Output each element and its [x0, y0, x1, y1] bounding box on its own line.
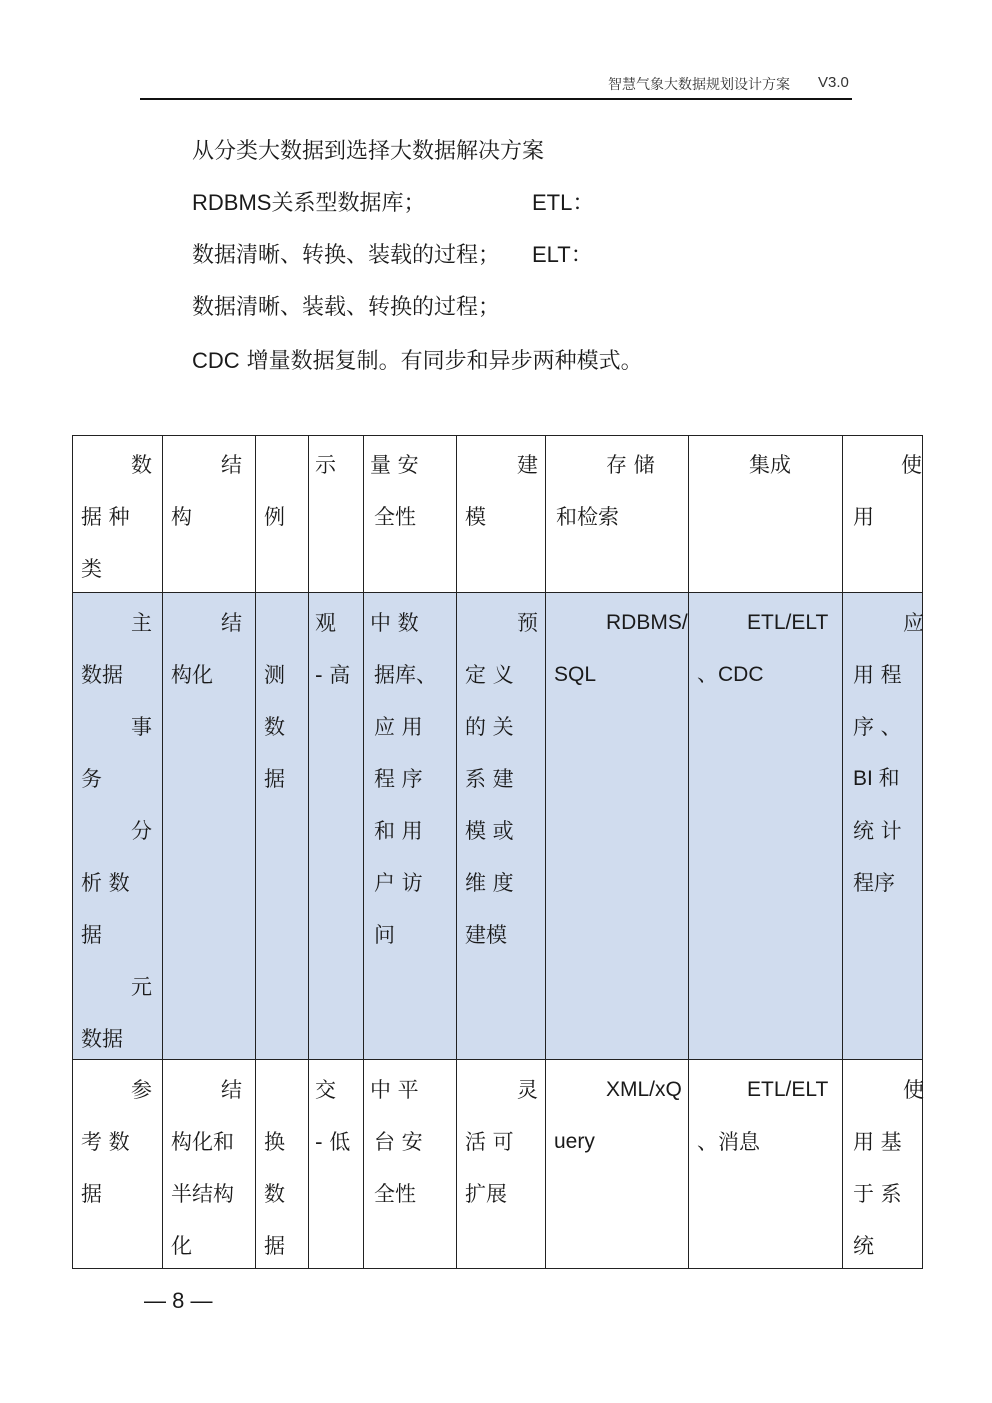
paragraph-2: [192, 186, 425, 217]
cell-line: 结: [221, 611, 242, 635]
header-line: 类: [81, 557, 102, 581]
cell-line: 务: [81, 767, 102, 791]
cell-line: 全性: [374, 1182, 416, 1206]
cell-line: 应: [903, 611, 924, 635]
cell-line: 问: [374, 923, 395, 947]
cell-line: 元: [131, 975, 152, 999]
header-cell-example: [256, 436, 309, 593]
cell-line: 数据: [81, 663, 123, 687]
cell-line: 使: [903, 1078, 924, 1102]
header-version: V3.0: [818, 74, 849, 91]
cell-storage: [546, 593, 689, 1060]
cell-security: [364, 593, 457, 1060]
cell-line: 统 计: [853, 819, 902, 843]
paragraph-4: 数据清晰、装载、转换的过程；: [192, 295, 501, 320]
cell-category: [73, 593, 163, 1060]
header-line: 用: [853, 505, 874, 529]
header-line: 据 种: [81, 505, 130, 529]
rdbms-term: RDBMS: [192, 190, 272, 215]
data-classification-table: [72, 435, 923, 1269]
header-line: 构: [171, 505, 192, 529]
header-line: 模: [465, 505, 486, 529]
cell-line: 考 数: [81, 1130, 130, 1154]
cell-line: 据: [264, 1234, 285, 1258]
paragraph-1: 从分类大数据到选择大数据解决方案: [192, 139, 545, 164]
rdbms-desc: 关系型数据库；: [271, 191, 426, 216]
header-cell-usage: [843, 436, 923, 593]
page-number: — 8 —: [144, 1288, 213, 1313]
cell-line: BI 和: [853, 767, 900, 790]
cell-structure: [163, 1060, 256, 1269]
cell-line: XML/xQ: [606, 1078, 682, 1101]
cell-line: 序 、: [853, 715, 902, 739]
table-header-row: [73, 436, 923, 593]
elt-term: ELT：: [532, 242, 593, 267]
cell-line: 据库、: [374, 663, 437, 687]
header-line: 示: [315, 453, 336, 477]
table-row-reference-data: [73, 1060, 923, 1269]
header-line: 使: [901, 453, 922, 477]
cell-line: uery: [554, 1130, 595, 1153]
cell-line: ETL/ELT: [747, 1078, 829, 1101]
header-cell-display: [309, 436, 364, 593]
cell-storage: [546, 1060, 689, 1269]
cell-category: [73, 1060, 163, 1269]
cell-line: SQL: [554, 663, 597, 686]
cell-line: 程序: [853, 871, 895, 895]
cell-display: [309, 1060, 364, 1269]
cell-line: 建模: [465, 923, 507, 947]
cell-line: 定 义: [465, 663, 514, 687]
cell-line: 参: [131, 1078, 152, 1102]
header-line: 存 储: [606, 453, 655, 477]
cell-line: 结: [221, 1078, 242, 1102]
header-line: 建: [517, 453, 538, 477]
paragraph-3: 数据清晰、转换、装载的过程；: [192, 243, 501, 268]
cell-line: 、消息: [697, 1130, 760, 1154]
cell-line: 模 或: [465, 819, 514, 843]
cell-line: 程 序: [374, 767, 423, 791]
header-cell-integration: [689, 436, 843, 593]
cell-line: 于 系: [853, 1182, 902, 1206]
cell-usage: [843, 593, 923, 1060]
cell-line: - 低: [315, 1130, 351, 1154]
cell-line: 据: [264, 767, 285, 791]
cell-modeling: [457, 1060, 546, 1269]
cell-usage: [843, 1060, 923, 1269]
header-line: 例: [264, 505, 285, 529]
cell-line: 扩展: [465, 1182, 507, 1206]
cell-line: 中 平: [370, 1078, 419, 1102]
cell-line: - 高: [315, 663, 351, 687]
cell-line: 的 关: [465, 715, 514, 739]
cell-integration: [689, 593, 843, 1060]
cell-example: [256, 1060, 309, 1269]
cell-line: 系 建: [465, 767, 514, 791]
cell-line: 半结构: [171, 1182, 234, 1206]
cell-line: 事: [131, 715, 152, 739]
cell-line: 台 安: [374, 1130, 423, 1154]
cell-security: [364, 1060, 457, 1269]
cell-line: 用 程: [853, 663, 902, 687]
cell-line: 分: [131, 819, 152, 843]
cell-modeling: [457, 593, 546, 1060]
cell-line: 、CDC: [697, 663, 764, 686]
header-cell-security: [364, 436, 457, 593]
header-line: 数: [131, 453, 152, 477]
header-cell-modeling: [457, 436, 546, 593]
cell-line: 统: [853, 1234, 874, 1258]
cell-line: 维 度: [465, 871, 514, 895]
paragraph-5: [192, 344, 643, 375]
header-line: 结: [221, 453, 242, 477]
header-rule: [140, 98, 852, 100]
cell-line: 户 访: [374, 871, 423, 895]
cell-line: 换: [264, 1130, 285, 1154]
cell-line: 预: [517, 611, 538, 635]
table-row-master-data: [73, 593, 923, 1060]
cell-integration: [689, 1060, 843, 1269]
cell-line: 测: [264, 663, 285, 687]
cell-line: 应 用: [374, 715, 423, 739]
cell-line: 数: [264, 715, 285, 739]
header-line: 全性: [374, 505, 416, 529]
cell-line: 中 数: [370, 611, 419, 635]
header-cell-category: [73, 436, 163, 593]
header-title: 智慧气象大数据规划设计方案: [608, 77, 790, 93]
header-line: 集成: [749, 453, 791, 477]
cell-line: 据: [81, 923, 102, 947]
header-line: 和检索: [556, 505, 619, 529]
cell-line: 析 数: [81, 871, 130, 895]
cell-line: 数据: [81, 1027, 123, 1051]
header-line: 量 安: [370, 453, 419, 477]
cell-structure: [163, 593, 256, 1060]
cell-example: [256, 593, 309, 1060]
cell-line: 主: [131, 611, 152, 635]
cell-display: [309, 593, 364, 1060]
cell-line: RDBMS/: [606, 611, 688, 634]
cell-line: 化: [171, 1234, 192, 1258]
cell-line: 构化: [171, 663, 213, 687]
cell-line: 交: [315, 1078, 336, 1102]
cell-line: ETL/ELT: [747, 611, 829, 634]
cell-line: 活 可: [465, 1130, 514, 1154]
header-cell-structure: [163, 436, 256, 593]
cell-line: 据: [81, 1182, 102, 1206]
cell-line: 灵: [517, 1078, 538, 1102]
cell-line: 用 基: [853, 1130, 902, 1154]
cell-line: 数: [264, 1182, 285, 1206]
header-cell-storage: [546, 436, 689, 593]
cdc-desc: 增量数据复制。有同步和异步两种模式。: [246, 349, 643, 374]
etl-term: ETL：: [532, 190, 595, 215]
cell-line: 和 用: [374, 819, 423, 843]
cdc-term: CDC: [192, 348, 240, 373]
cell-line: 观: [315, 611, 336, 635]
cell-line: 构化和: [171, 1130, 234, 1154]
